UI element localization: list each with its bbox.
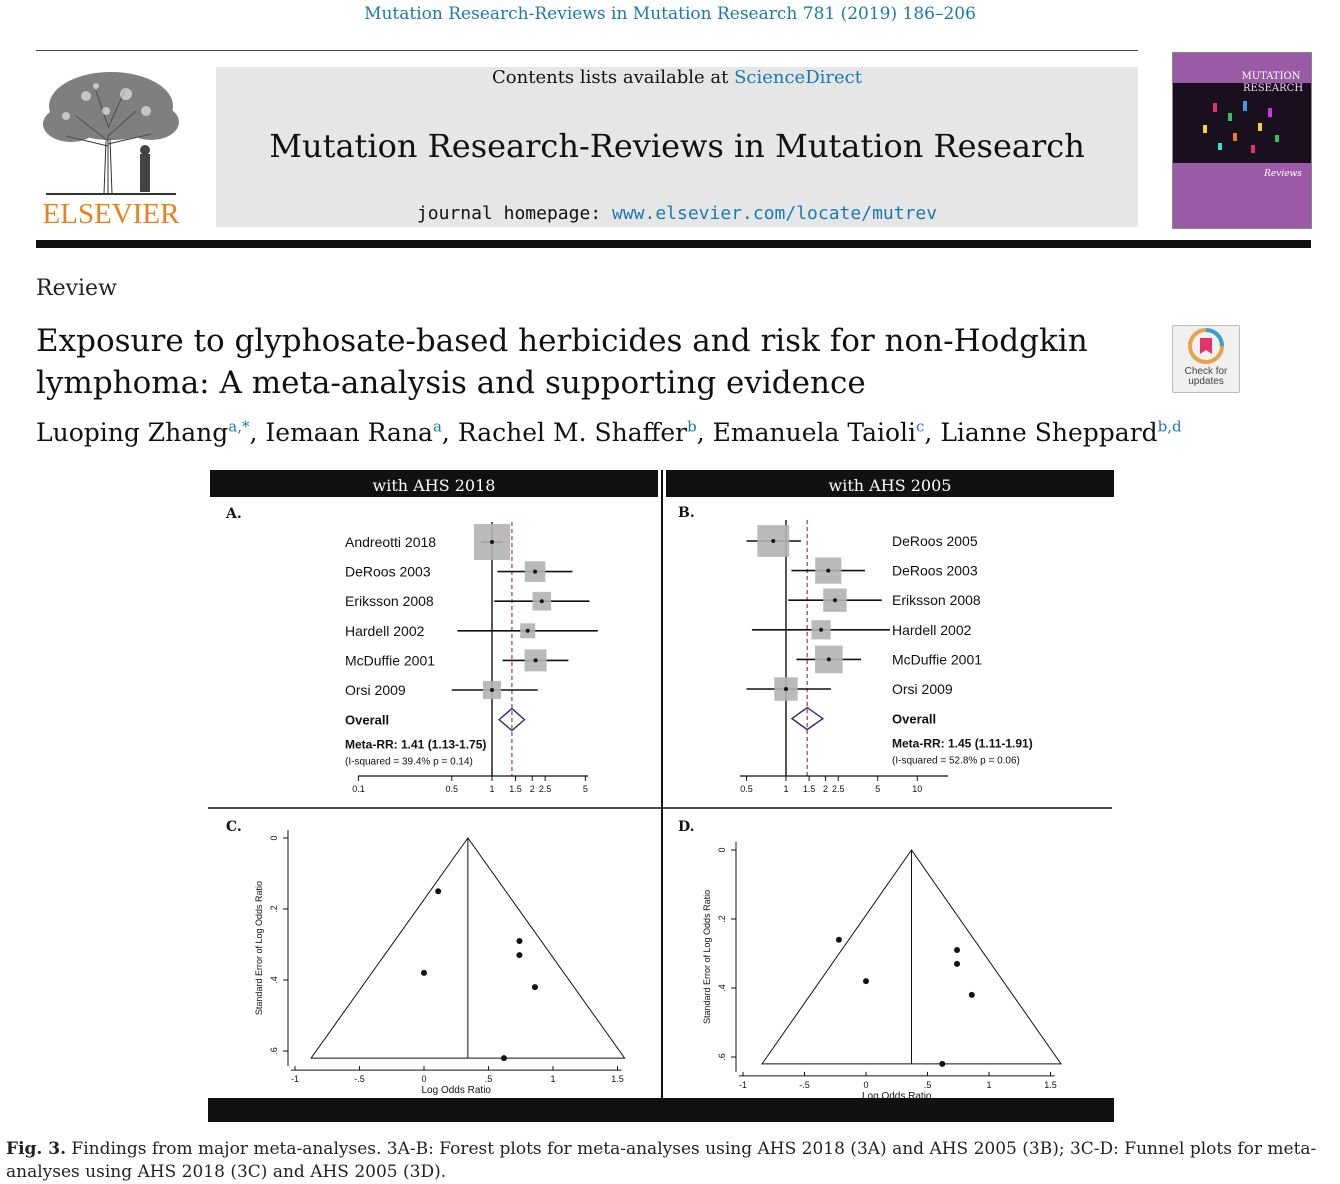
figure-footer-bar bbox=[208, 1098, 1114, 1122]
homepage-prefix: journal homepage: bbox=[416, 203, 612, 224]
x-tick-label: 1.5 bbox=[1044, 1079, 1057, 1090]
check-for-updates-icon bbox=[1173, 326, 1239, 366]
x-tick-label: 1.5 bbox=[509, 784, 522, 794]
sciencedirect-link[interactable]: ScienceDirect bbox=[734, 67, 862, 88]
overall-label: Overall bbox=[892, 711, 937, 727]
x-tick-label: 1 bbox=[550, 1074, 556, 1085]
study-point bbox=[939, 1061, 945, 1067]
check-text-2: updates bbox=[1188, 376, 1224, 387]
x-tick-label: 2 bbox=[529, 784, 535, 794]
x-axis-label: Log Odds Ratio bbox=[421, 1085, 491, 1097]
point-estimate bbox=[827, 657, 831, 661]
caption-label: Fig. 3. bbox=[6, 1139, 66, 1159]
y-tick-label: 0 bbox=[717, 847, 727, 853]
x-tick-label: 5 bbox=[582, 784, 588, 794]
cover-subtitle: Reviews bbox=[1264, 169, 1302, 179]
journal-masthead bbox=[216, 67, 1138, 227]
x-tick-label: 2.5 bbox=[538, 784, 552, 794]
author-separator: , bbox=[441, 418, 458, 448]
y-tick-label: .6 bbox=[717, 1053, 727, 1061]
author-name[interactable]: Iemaan Rana bbox=[265, 418, 433, 448]
study-label: Hardell 2002 bbox=[345, 622, 425, 639]
author-affiliation[interactable]: b,d bbox=[1157, 418, 1182, 436]
study-label: Hardell 2002 bbox=[892, 621, 972, 638]
panel-b-label: B. bbox=[678, 505, 695, 521]
study-point bbox=[516, 938, 522, 944]
x-tick-label: 0 bbox=[863, 1079, 869, 1090]
check-text-1: Check for bbox=[1184, 366, 1228, 377]
contents-prefix: Contents lists available at bbox=[492, 67, 735, 88]
point-estimate bbox=[826, 569, 830, 573]
x-tick-label: -.5 bbox=[354, 1074, 365, 1085]
y-axis-label: Standard Error of Log Odds Ratio bbox=[702, 889, 712, 1024]
study-point bbox=[532, 984, 538, 990]
author-affiliation[interactable]: b bbox=[687, 418, 697, 436]
x-tick-label: 1 bbox=[783, 784, 789, 794]
point-estimate bbox=[490, 540, 494, 544]
x-tick-label: 0 bbox=[421, 1074, 427, 1085]
study-label: DeRoos 2003 bbox=[345, 563, 431, 580]
y-tick-label: .4 bbox=[269, 976, 279, 984]
figure-caption bbox=[6, 1138, 1326, 1184]
study-label: DeRoos 2005 bbox=[892, 533, 978, 549]
study-label: McDuffie 2001 bbox=[892, 651, 983, 668]
header-left-label: with AHS 2018 bbox=[372, 476, 496, 495]
x-tick-label: .5 bbox=[484, 1074, 493, 1085]
y-axis-label: Standard Error of Log Odds Ratio bbox=[254, 881, 264, 1016]
point-estimate bbox=[533, 570, 537, 574]
study-label: Eriksson 2008 bbox=[892, 592, 981, 609]
study-point bbox=[969, 992, 975, 998]
x-tick-label: 2.5 bbox=[831, 784, 845, 794]
homepage-line bbox=[216, 203, 1138, 224]
study-point bbox=[516, 952, 522, 958]
heterogeneity-text: (I-squared = 52.8% p = 0.06) bbox=[892, 755, 1020, 767]
point-estimate bbox=[540, 599, 544, 603]
point-estimate bbox=[784, 687, 788, 691]
study-point bbox=[954, 947, 960, 953]
panel-d-label: D. bbox=[678, 819, 695, 835]
x-tick-label: 0.1 bbox=[352, 784, 365, 794]
author-name[interactable]: Emanuela Taioli bbox=[712, 418, 917, 448]
x-tick-label: 1.5 bbox=[802, 784, 816, 794]
y-tick-label: .6 bbox=[269, 1047, 279, 1055]
meta-rr-text: Meta-RR: 1.41 (1.13-1.75) bbox=[345, 737, 487, 752]
tree-icon bbox=[36, 66, 186, 196]
study-label: DeRoos 2003 bbox=[892, 562, 978, 579]
author-entry bbox=[36, 418, 265, 447]
heterogeneity-text: (I-squared = 39.4% p = 0.14) bbox=[345, 756, 473, 768]
x-tick-label: 0.5 bbox=[740, 784, 753, 794]
author-affiliation[interactable]: c bbox=[916, 418, 925, 436]
figure-3 bbox=[208, 470, 1114, 1122]
running-head: Mutation Research-Reviews in Mutation Research 781 (2019) 186–206 bbox=[364, 4, 976, 24]
study-point bbox=[501, 1055, 507, 1061]
overall-label: Overall bbox=[345, 712, 390, 728]
cover-image bbox=[1173, 53, 1311, 228]
author-entry bbox=[713, 418, 941, 447]
x-tick-label: -.5 bbox=[799, 1079, 810, 1090]
x-axis-label: Log Odds Ratio bbox=[862, 1090, 932, 1102]
author-affiliation[interactable]: a,* bbox=[228, 418, 250, 436]
study-point bbox=[836, 937, 842, 943]
study-label: Orsi 2009 bbox=[345, 682, 406, 698]
cover-title-2: RESEARCH bbox=[1242, 83, 1304, 94]
study-label: Orsi 2009 bbox=[892, 681, 953, 697]
author-name[interactable]: Lianne Sheppard bbox=[940, 418, 1158, 448]
x-tick-label: 5 bbox=[875, 784, 881, 794]
y-tick-label: .2 bbox=[717, 915, 727, 923]
x-tick-label: 2 bbox=[823, 784, 829, 794]
point-estimate bbox=[771, 539, 775, 543]
study-label: Andreotti 2018 bbox=[345, 534, 437, 550]
article-type: Review bbox=[36, 276, 117, 301]
point-estimate bbox=[490, 688, 494, 692]
y-tick-label: .4 bbox=[717, 984, 727, 992]
meta-rr-text: Meta-RR: 1.45 (1.11-1.91) bbox=[892, 736, 1033, 751]
journal-cover bbox=[1172, 52, 1312, 229]
study-point bbox=[435, 888, 441, 894]
author-entry bbox=[940, 418, 1181, 447]
author-name[interactable]: Luoping Zhang bbox=[36, 418, 229, 448]
study-label: McDuffie 2001 bbox=[345, 652, 436, 669]
author-separator: , bbox=[696, 418, 713, 448]
x-tick-label: .5 bbox=[923, 1079, 932, 1090]
x-tick-label: 1.5 bbox=[611, 1074, 624, 1085]
point-estimate bbox=[819, 628, 823, 632]
study-label: Eriksson 2008 bbox=[345, 593, 434, 610]
point-estimate bbox=[534, 658, 538, 662]
panel-a-label: A. bbox=[226, 506, 242, 522]
homepage-link[interactable]: www.elsevier.com/locate/mutrev bbox=[611, 203, 938, 224]
cover-chromosomes bbox=[1203, 101, 1279, 153]
journal-title: Mutation Research-Reviews in Mutation Research bbox=[269, 127, 1085, 165]
point-estimate bbox=[526, 629, 530, 633]
figure-3-graphic bbox=[208, 470, 1114, 1122]
top-rule bbox=[36, 50, 1138, 51]
header-right-label: with AHS 2005 bbox=[828, 476, 952, 495]
study-point bbox=[954, 961, 960, 967]
study-point bbox=[863, 978, 869, 984]
caption-text: Findings from major meta-analyses. 3A-B: Forest plots for meta-analyses using AHS 2018 (3A) and AHS 2005 (3B); 3C-D: Funnel plots for meta-analyses using AHS 2018 (3C) and AHS 2005 (3D). bbox=[6, 1139, 1317, 1182]
publisher-wordmark: ELSEVIER bbox=[42, 198, 180, 230]
study-point bbox=[421, 970, 427, 976]
author-entry bbox=[265, 418, 457, 447]
x-tick-label: -1 bbox=[738, 1079, 748, 1090]
x-tick-label: 10 bbox=[912, 784, 923, 794]
author-entry bbox=[458, 418, 713, 447]
author-name[interactable]: Rachel M. Shaffer bbox=[457, 418, 688, 448]
check-for-updates-button[interactable] bbox=[1172, 325, 1240, 393]
x-tick-label: 1 bbox=[986, 1079, 992, 1090]
x-tick-label: 1 bbox=[489, 784, 495, 794]
article-title bbox=[36, 320, 1136, 404]
author-separator: , bbox=[249, 418, 266, 448]
x-tick-label: 0.5 bbox=[445, 784, 459, 794]
contents-line bbox=[216, 67, 1138, 88]
author-separator: , bbox=[924, 418, 941, 448]
article-title-line-1: Exposure to glyphosate-based herbicides and risk for non-Hodgkin bbox=[36, 323, 1088, 359]
y-tick-label: 0 bbox=[269, 835, 279, 841]
point-estimate bbox=[833, 598, 837, 602]
x-tick-label: -1 bbox=[290, 1074, 300, 1085]
masthead-rule bbox=[36, 240, 1311, 248]
author-affiliation[interactable]: a bbox=[432, 418, 442, 436]
y-tick-label: .2 bbox=[269, 905, 279, 913]
cover-title-1: MUTATION bbox=[1241, 71, 1301, 82]
panel-c-label: C. bbox=[226, 819, 242, 835]
author-list bbox=[36, 418, 1182, 447]
article-title-line-2: lymphoma: A meta-analysis and supporting evidence bbox=[36, 365, 866, 401]
